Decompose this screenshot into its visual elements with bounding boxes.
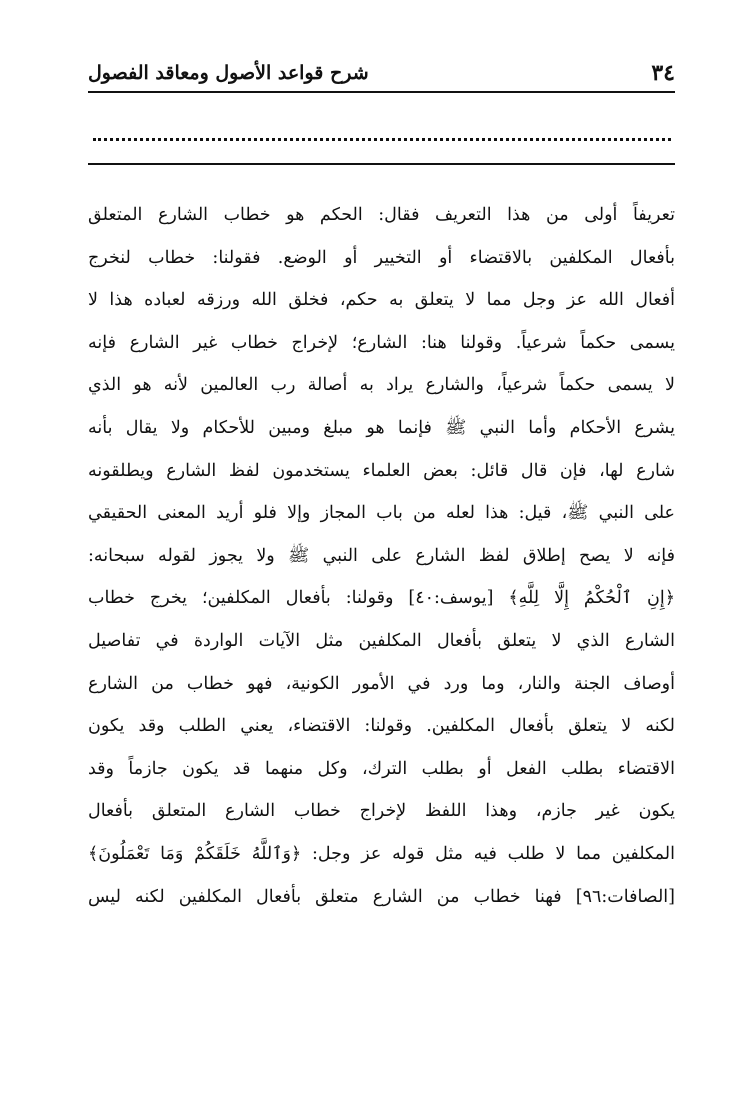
text-line: يكون غير جازم، وهذا اللفظ لإخراج خطاب الشارع المتعلق بأفعال bbox=[88, 801, 675, 822]
page-header bbox=[88, 58, 675, 88]
page-number: ٣٤ bbox=[651, 60, 675, 86]
text-line: تعريفاً أولى من هذا التعريف فقال: الحكم هو خطاب الشارع المتعلق bbox=[88, 205, 675, 225]
text-line: لكنه لا يتعلق بأفعال المكلفين. وقولنا: الاقتضاء، يعني الطلب وقد يكون bbox=[88, 716, 675, 737]
text-line: يشرع الأحكام وأما النبي ﷺ فإنما هو مبلغ ومبين للأحكام ولا يقال بأنه bbox=[88, 417, 675, 438]
text-line: أفعال الله عز وجل مما لا يتعلق به حكم، فخلق الله ورزقه لعباده هذا لا bbox=[88, 290, 675, 311]
text-line: أوصاف الجنة والنار، وما ورد في الأمور الكونية، فهو خطاب من الشارع bbox=[88, 673, 675, 694]
text-line: لا يسمى حكماً شرعياً، والشارع يراد به أصالة رب العالمين لأنه هو الذي bbox=[88, 375, 675, 396]
text-line: شارع لها، فإن قال قائل: بعض العلماء يستخدمون لفظ الشارع ويطلقونه bbox=[88, 460, 675, 481]
text-line: [الصافات:٩٦] فهنا خطاب من الشارع متعلق بأفعال المكلفين لكنه ليس bbox=[88, 886, 675, 907]
text-line: فإنه لا يصح إطلاق لفظ الشارع على النبي ﷺ ولا يجوز لقوله سبحانه: bbox=[88, 545, 675, 566]
book-title: شرح قواعد الأصول ومعاقد الفصول bbox=[88, 62, 369, 84]
body-text bbox=[88, 194, 675, 918]
text-line: بأفعال المكلفين بالاقتضاء أو التخيير أو الوضع. فقولنا: خطاب لنخرج bbox=[88, 247, 675, 268]
text-line: الاقتضاء بطلب الفعل أو بطلب الترك، وكل منهما قد يكون جازماً وقد bbox=[88, 758, 675, 779]
dotted-separator bbox=[93, 138, 671, 141]
text-line: الشارع الذي لا يتعلق بأفعال المكلفين مثل الآيات الواردة في تفاصيل bbox=[88, 630, 675, 651]
section-rule bbox=[88, 163, 675, 165]
text-line: يسمى حكماً شرعياً. وقولنا هنا: الشارع؛ لإخراج خطاب غير الشارع فإنه bbox=[88, 332, 675, 353]
header-rule bbox=[88, 91, 675, 93]
text-line: على النبي ﷺ، قيل: هذا لعله من باب المجاز وإلا فلو أريد المعنى الحقيقي bbox=[88, 503, 675, 524]
text-line: ﴿إِنِ ٱلْحُكْمُ إِلَّا لِلَّهِ﴾ [يوسف:٤٠] وقولنا: بأفعال المكلفين؛ يخرج خطاب bbox=[88, 588, 675, 609]
text-line: المكلفين مما لا طلب فيه مثل قوله عز وجل: ﴿وَٱللَّهُ خَلَقَكُمْ وَمَا تَعْمَلُونَ﴾ bbox=[88, 843, 675, 864]
